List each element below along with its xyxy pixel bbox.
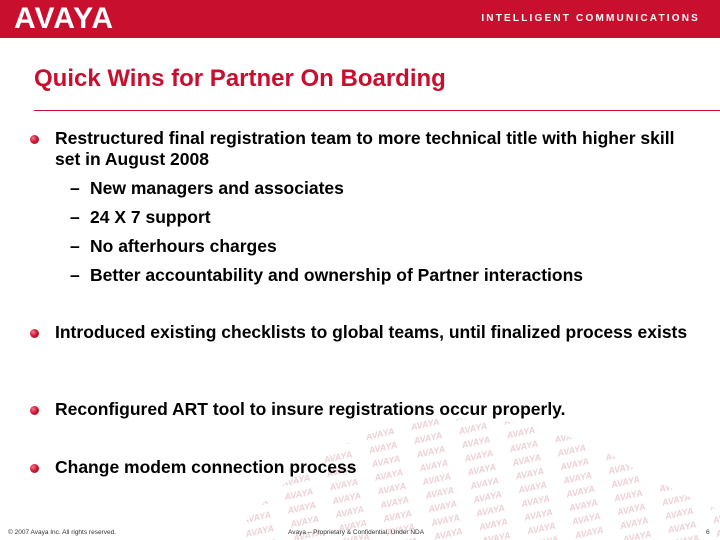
bullet-dot-icon — [30, 406, 39, 415]
dash-icon: – — [70, 265, 80, 285]
bullet-dot-icon — [30, 329, 39, 338]
dash-icon: – — [70, 236, 80, 256]
sub-bullet-item — [70, 178, 344, 199]
bullet-text: Introduced existing checklists to global teams, until finalized process exists — [55, 322, 688, 342]
footer-copyright: © 2007 Avaya Inc. All rights reserved. — [8, 529, 117, 536]
footer-confidential: Avaya – Proprietary & Confidential. Under NDA — [288, 529, 425, 536]
sub-bullet-text: New managers and associates — [90, 178, 344, 198]
dash-icon: – — [70, 207, 80, 227]
sub-bullet-text: 24 X 7 support — [90, 207, 211, 227]
bullet-text: Reconfigured ART tool to insure registrations occur properly. — [55, 399, 566, 419]
bullet-text: Restructured final registration team to more technical title with higher skill set in August 2008 — [55, 128, 675, 169]
avaya-logo: AVAYA — [14, 2, 115, 35]
sub-bullet-item — [70, 236, 277, 257]
slide-title: Quick Wins for Partner On Boarding — [34, 65, 446, 92]
dash-icon: – — [70, 178, 80, 198]
bullet-dot-icon — [30, 464, 39, 473]
header-tagline: INTELLIGENT COMMUNICATIONS — [481, 13, 700, 24]
bullet-text: Change modem connection process — [55, 457, 357, 477]
sub-bullet-text: No afterhours charges — [90, 236, 277, 256]
sub-bullet-item — [70, 265, 583, 286]
sub-bullet-item — [70, 207, 211, 228]
bullet-dot-icon — [30, 135, 39, 144]
sub-bullet-text: Better accountability and ownership of Partner interactions — [90, 265, 584, 285]
page-number: 6 — [706, 529, 710, 536]
